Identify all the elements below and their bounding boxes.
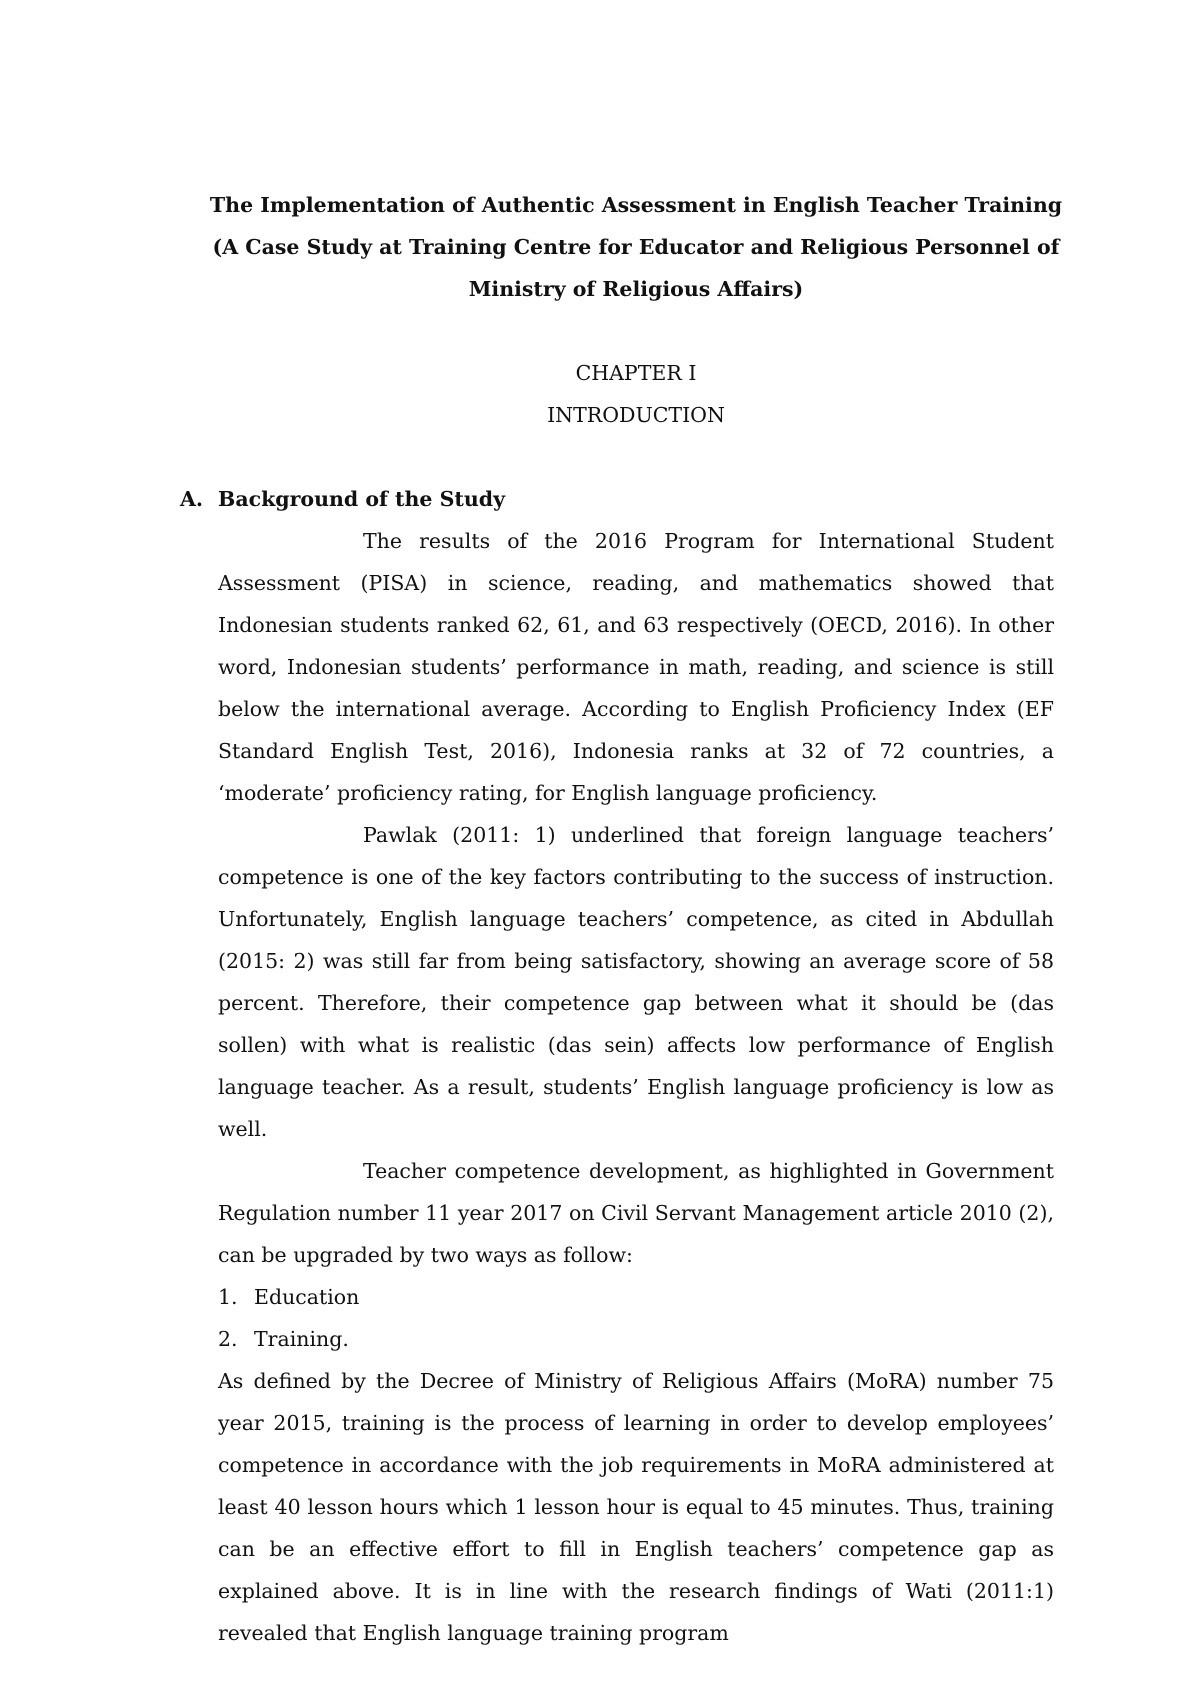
list-number: 1. bbox=[218, 1285, 238, 1309]
section-letter: A. bbox=[180, 487, 204, 511]
paragraph-3: Teacher competence development, as highlighted in Government Regulation number 11 year 2017 on Civil Servant Management article 2010 (2), can be upgraded by two ways as follow: bbox=[218, 1159, 1054, 1267]
paper-title bbox=[170, 184, 1102, 310]
paragraph-2: Pawlak (2011: 1) underlined that foreign language teachers’ competence is one of the key factors contributing to the success of instruction. Unfortunately, English language teachers’ competence, as cited in Abdullah (2015: 2) was still far from being satisfactory, showing an average score of 58 percent. Therefore, their competence gap between what it should be (das sollen) with what is realistic (das sein) affects low performance of English language teacher. As a result, students’ English language proficiency is low as well. bbox=[218, 823, 1054, 1141]
list-number: 2. bbox=[218, 1327, 238, 1351]
list-text: Training. bbox=[254, 1327, 349, 1351]
page-content bbox=[180, 184, 1063, 1654]
chapter-number: CHAPTER I bbox=[575, 361, 697, 385]
closing-paragraph: As defined by the Decree of Ministry of Religious Affairs (MoRA) number 75 year 2015, training is the process of learning in order to develop employees’ competence in accordance with the job requirements in MoRA administered at least 40 lesson hours which 1 lesson hour is equal to 45 minutes. Thus, training can be an effective effort to fill in English teachers’ competence gap as explained above. It is in line with the research findings of Wati (2011:1) revealed that English language training program bbox=[218, 1369, 1054, 1645]
ways-list bbox=[218, 1276, 1054, 1360]
title-line-2: (A Case Study at Training Centre for Educator and Religious Personnel of bbox=[212, 235, 1060, 259]
section-title: Background of the Study bbox=[218, 487, 505, 511]
list-text: Education bbox=[254, 1285, 360, 1309]
list-item bbox=[218, 1318, 1054, 1360]
chapter-heading bbox=[218, 352, 1054, 436]
title-line-1: The Implementation of Authentic Assessment in English Teacher Training bbox=[209, 193, 1063, 217]
chapter-title: INTRODUCTION bbox=[547, 403, 725, 427]
section-heading bbox=[180, 478, 1054, 520]
list-item bbox=[218, 1276, 1054, 1318]
paragraph-1: The results of the 2016 Program for International Student Assessment (PISA) in science, reading, and mathematics showed that Indonesian students ranked 62, 61, and 63 respectively (OECD, 2016). In other word, Indonesian students’ performance in math, reading, and science is still below the international average. According to English Proficiency Index (EF Standard English Test, 2016), Indonesia ranks at 32 of 72 countries, a ‘moderate’ proficiency rating, for English language proficiency. bbox=[218, 529, 1054, 805]
title-line-3: Ministry of Religious Affairs) bbox=[468, 277, 804, 301]
